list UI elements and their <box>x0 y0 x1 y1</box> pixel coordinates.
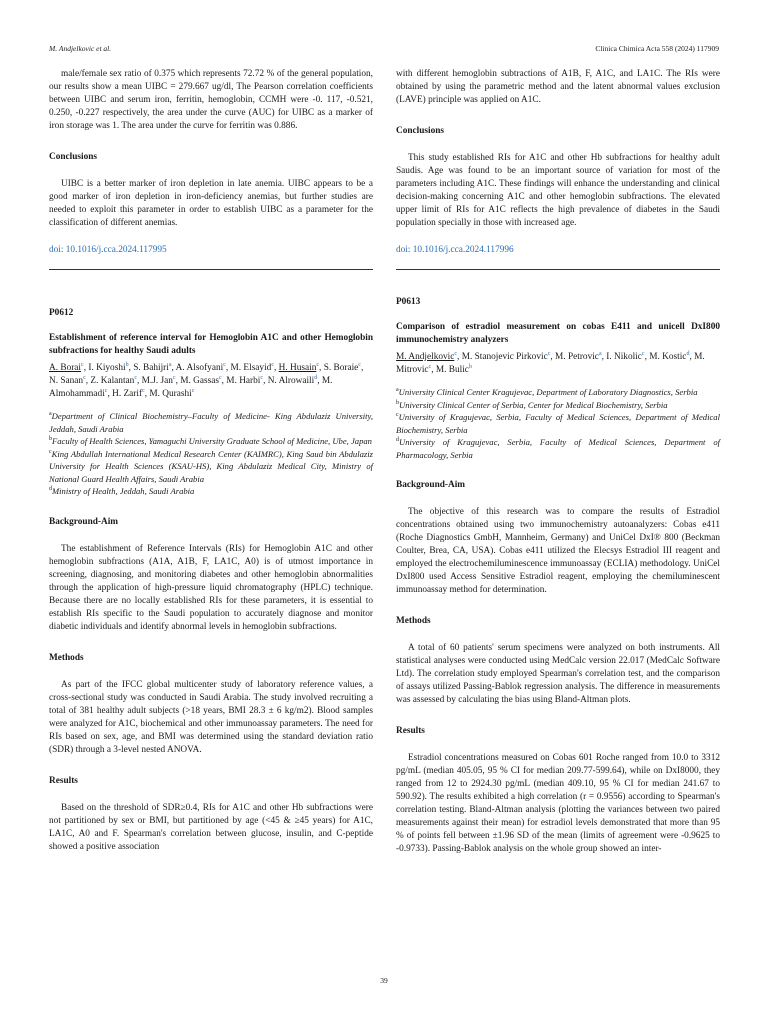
author-name: S. Boraie$^c$ <box>323 361 361 373</box>
author-name: A. Borai$^c$ <box>49 361 84 373</box>
author-affiliation-mark[interactable]: c <box>641 350 645 357</box>
author-name: Z. Kalantan$^c$ <box>90 374 137 386</box>
author-name: M. Almohammadi$^c$ <box>49 376 333 399</box>
author-affiliation-mark[interactable]: c <box>547 350 551 357</box>
continued-results-text: male/female sex ratio of 0.375 which represents 72.72 % of the general population, our results show a mean UIBC = 279.667 ug/dl, The Pearson correlation coefficients between UIBC and serum iron, ferritin, hemoglobin, CCMH were -0. 117, -0.521, 0.250, -0.227 respectively, the area under the curve (AUC) for UIBC as a marker of iron storage was 1. The area under the curve for ferritin was 0.886. <box>49 69 373 131</box>
author-name: N. Alrowaili$^d$ <box>267 374 318 386</box>
author-affiliation-mark[interactable]: a <box>168 361 172 368</box>
author-affiliation-mark[interactable]: c <box>104 387 108 394</box>
author-list: M. Andjelkovic$^c$, M. Stanojevic Pirkovic$^c$, M. Petrovic$^a$, I. Nikolic$^c$, M. Kostic$^d$, M. Mitrovic$^c$, M. Bulic$^b$ <box>396 350 705 375</box>
affiliation: $^c$King Abdullah International Medical Research Center (KAIMRC), King Saud bin Abdulaziz University for Health Sciences (KSAU-HS), King Abdulaziz Medical City, Ministry of National Guard Health Affairs, Saudi Arabia <box>49 448 373 484</box>
methods-text: A total of 60 patients' serum specimens were analyzed on both instruments. All statistical analyses were conducted using MedCalc version 22.017 (MedCalc Software Ltd). The correlation study employed Spearman's correlation test, and the comparison of assays utilized Passing-Bablok regression analysis. The difference in measurements was assessed by calculating the bias using Bland-Altman plots. <box>396 643 720 705</box>
affiliation-list <box>49 410 373 498</box>
abstract-title: Establishment of reference interval for Hemoglobin A1C and other Hemoglobin subfractions for healthy Saudi adults <box>49 333 373 356</box>
background-text: The establishment of Reference Intervals (RIs) for Hemoglobin A1C and other hemoglobin subfractions (A1A, A1B, F, LA1C, A0) is of utmost importance in screening, diagnosing, and monitoring diabetes and other hemoglobin abnormalities through the application of high-pressure liquid chromatography (HPLC) technique. Because there are no locally established RIs for these parameters, it is essential to establish RIs specific to the Saudi population to accurately diagnose and monitor diabetic individuals and identify abnormal levels in hemoglobin subfractions. <box>49 543 373 632</box>
methods-heading: Methods <box>396 616 431 626</box>
author-name: N. Sanan$^c$ <box>49 374 86 386</box>
author-name: M. Stanojevic Pirkovic$^c$ <box>461 350 551 362</box>
results-heading: Results <box>49 775 78 786</box>
methods-text: As part of the IFCC global multicenter study of laboratory reference values, a cross-sectional study was conducted in Saudi Arabia. The study involved recruiting a total of 381 healthy adult subjects (>18 years, BMI 28.3 ± 6 kg/m2). Blood samples were analyzed for A1C, biochemical and other immunoassay parameters. The need for RIs based on sex, age, and BMI was determined using the standard deviation ratio (SDR) through a 3-level nested ANOVA. <box>49 679 373 755</box>
affiliation: $^a$Department of Clinical Biochemistry–Faculty of Medicine- King Abdulaziz University, Jeddah, Saudi Arabia <box>49 411 373 434</box>
author-name: M. Elsayid$^c$ <box>230 361 274 373</box>
background-heading: Background-Aim <box>49 516 119 527</box>
conclusions-heading: Conclusions <box>396 126 445 136</box>
affiliation: $^d$University of Kragujevac, Serbia, Faculty of Medical Sciences, Department of Pharmacology, Serbia <box>396 437 720 460</box>
author-affiliation-mark[interactable]: c <box>428 363 432 370</box>
abstract-id: P0612 <box>49 308 74 318</box>
abstract-id: P0613 <box>396 297 421 307</box>
author-name: A. Alsofyani$^c$ <box>175 361 226 373</box>
author-affiliation-mark[interactable]: c <box>271 361 274 368</box>
author-affiliation-mark[interactable]: c <box>454 350 458 357</box>
author-name: M. Harbi$^c$ <box>226 374 264 386</box>
author-affiliation-mark[interactable]: a <box>598 350 602 357</box>
author-affiliation-mark[interactable]: c <box>358 361 361 368</box>
results-text: Estradiol concentrations measured on Cobas 601 Roche ranged from 10.0 to 3312 pg/mL (median 405.05, 95 % CI for median 209.77-599.64), while on DxI8000, they ranged from 12 to 2924.30 pg/mL (median 409.10, 95 % CI for median 241.67 to 590.92). The results exhibited a high correlation (r = 0.9556) according to Spearman's correlation testing. Bland-Altman analysis (plotting the variances between two paired measurements against their mean) for estradiol levels demonstrated that more than 95 % of points fell between ±1.96 SD of the mean (limits of agreement were -0.9625 to -0.9733). Passing-Bablok analysis on the whole group showed an inter- <box>396 753 720 854</box>
author-affiliation-mark[interactable]: d <box>686 350 690 357</box>
author-affiliation-mark[interactable]: c <box>142 387 145 394</box>
results-text: Based on the threshold of SDR≥0.4, RIs for A1C and other Hb subfractions were not partitioned by sex or BMI, but partitioned by age (<45 & ≥45 years) for A1C, LA1C, A0 and F. Spearman's correlation between glucose, insulin, and C-peptide showed a positive association <box>49 802 373 852</box>
author-affiliation-mark[interactable]: c <box>223 361 226 368</box>
conclusions-text: This study established RIs for A1C and other Hb subfractions for healthy adult Saudis. Age was found to be an important source of variation for most of the parameters including A1C. These findings will enhance the understanding and clinical decision-making concerning A1C and other hemoglobin subfractions. The elevated upper limit of RIs for A1C reflects the high prevalence of diabetes in the Saudi population specially in those with increased age. <box>396 153 720 228</box>
affiliation: $^b$Faculty of Health Sciences, Yamaguchi University Graduate School of Medicine, Ube, Japan <box>49 436 372 446</box>
author-affiliation-mark[interactable]: c <box>191 387 195 394</box>
running-header-authors: M. Andjelkovic et al. <box>49 44 112 53</box>
affiliation: $^b$University Clinical Center of Serbia, Center for Medical Biochemistry, Serbia <box>396 399 668 410</box>
background-text: The objective of this research was to compare the results of Estradiol concentrations obtained using two immunochemistry autoanalyzers: Cobas e411 (Roche Diagnostics GmbH, Mannheim, Germany) and UniCel DxI® 800 (Beckman Coulter, Brea, CA, USA). Cobas e411 utilized the Elecsys Estradiol III reagent and employed the electrochemiluminescence immunoassay (ECLIA) methodology. UniCel DxI800 used Access Sensitive Estradiol reagent, employing the chemiluminescent immunoassay method for determination. <box>396 507 720 595</box>
author-name: H. Husain$^c$ <box>278 361 320 373</box>
author-name: I. Kiyoshi$^b$ <box>88 361 129 373</box>
author-affiliation-mark[interactable]: c <box>134 374 137 381</box>
affiliation: $^c$University of Kragujevac, Serbia, Faculty of Medical Sciences, Department of Medical Biochemistry, Serbia <box>396 412 720 435</box>
abstract-title: Comparison of estradiol measurement on cobas E411 and unicell DxI800 immunochemistry analyzers <box>396 322 720 345</box>
author-name: M. Kostic$^d$ <box>649 350 690 362</box>
methods-heading: Methods <box>49 652 84 663</box>
affiliation: $^d$Ministry of Health, Jeddah, Saudi Arabia <box>49 486 195 496</box>
author-affiliation-mark[interactable]: b <box>125 361 129 368</box>
author-name: I. Nikolic$^c$ <box>606 350 645 362</box>
author-affiliation-mark[interactable]: c <box>172 374 176 381</box>
author-affiliation-mark[interactable]: c <box>316 361 320 368</box>
left-column <box>49 68 373 854</box>
author-name: M. Bulic$^b$ <box>435 363 472 375</box>
conclusions-text: UIBC is a better marker of iron depletion in late anemia. UIBC appears to be a good marker of iron depletion in iron-deficiency anemias, but further studies are needed to exploit this parameter in order to establish UIBC as a parameter for the classification of different anemias. <box>49 179 373 228</box>
author-name: M.J. Jan$^c$ <box>141 374 176 386</box>
section-divider <box>396 269 720 270</box>
author-affiliation-mark[interactable]: d <box>314 374 318 381</box>
doi-link[interactable]: doi: 10.1016/j.cca.2024.117995 <box>49 245 167 255</box>
author-affiliation-mark[interactable]: c <box>81 361 84 368</box>
conclusions-heading: Conclusions <box>49 152 98 162</box>
author-list: A. Borai$^c$, I. Kiyoshi$^b$, S. Bahijri$^a$, A. Alsofyani$^c$, M. Elsayid$^c$, H. Husain$^c$, S. Boraie$^c$, N. Sanan$^c$, Z. Kalantan$^c$, M.J. Jan$^c$, M. Gassas$^c$, M. Harbi$^c$, N. Alrowaili$^d$, M. Almohammadi$^c$, H. Zarif$^c$, M. Qurashi$^c$ <box>49 361 364 399</box>
author-name: M. Andjelkovic$^c$ <box>396 350 458 362</box>
author-affiliation-mark[interactable]: c <box>83 374 86 381</box>
author-name: S. Bahijri$^a$ <box>133 361 172 373</box>
running-header-journal: Clinica Chimica Acta 558 (2024) 117909 <box>595 44 719 53</box>
author-name: M. Qurashi$^c$ <box>149 387 195 399</box>
right-column <box>396 68 720 856</box>
author-name: H. Zarif$^c$ <box>112 387 145 399</box>
results-heading: Results <box>396 726 425 736</box>
author-affiliation-mark[interactable]: c <box>260 374 264 381</box>
author-name: M. Petrovic$^a$ <box>555 350 602 362</box>
author-affiliation-mark[interactable]: b <box>468 363 472 370</box>
affiliation-list <box>396 386 720 461</box>
continued-results-text: with different hemoglobin subtractions of A1B, F, A1C, and LA1C. The RIs were obtained by using the parametric method and the latent abnormal values exclusion (LAVE) principle was applied on A1C. <box>396 69 720 105</box>
author-affiliation-mark[interactable]: c <box>218 374 222 381</box>
author-name: M. Mitrovic$^c$ <box>396 352 705 375</box>
author-name: M. Gassas$^c$ <box>180 374 222 386</box>
background-heading: Background-Aim <box>396 480 466 490</box>
doi-link[interactable]: doi: 10.1016/j.cca.2024.117996 <box>396 245 514 255</box>
section-divider <box>49 269 373 270</box>
affiliation: $^a$University Clinical Center Kragujevac, Department of Laboratory Diagnostics, Serbia <box>396 387 698 397</box>
page-number: 39 <box>380 976 388 985</box>
